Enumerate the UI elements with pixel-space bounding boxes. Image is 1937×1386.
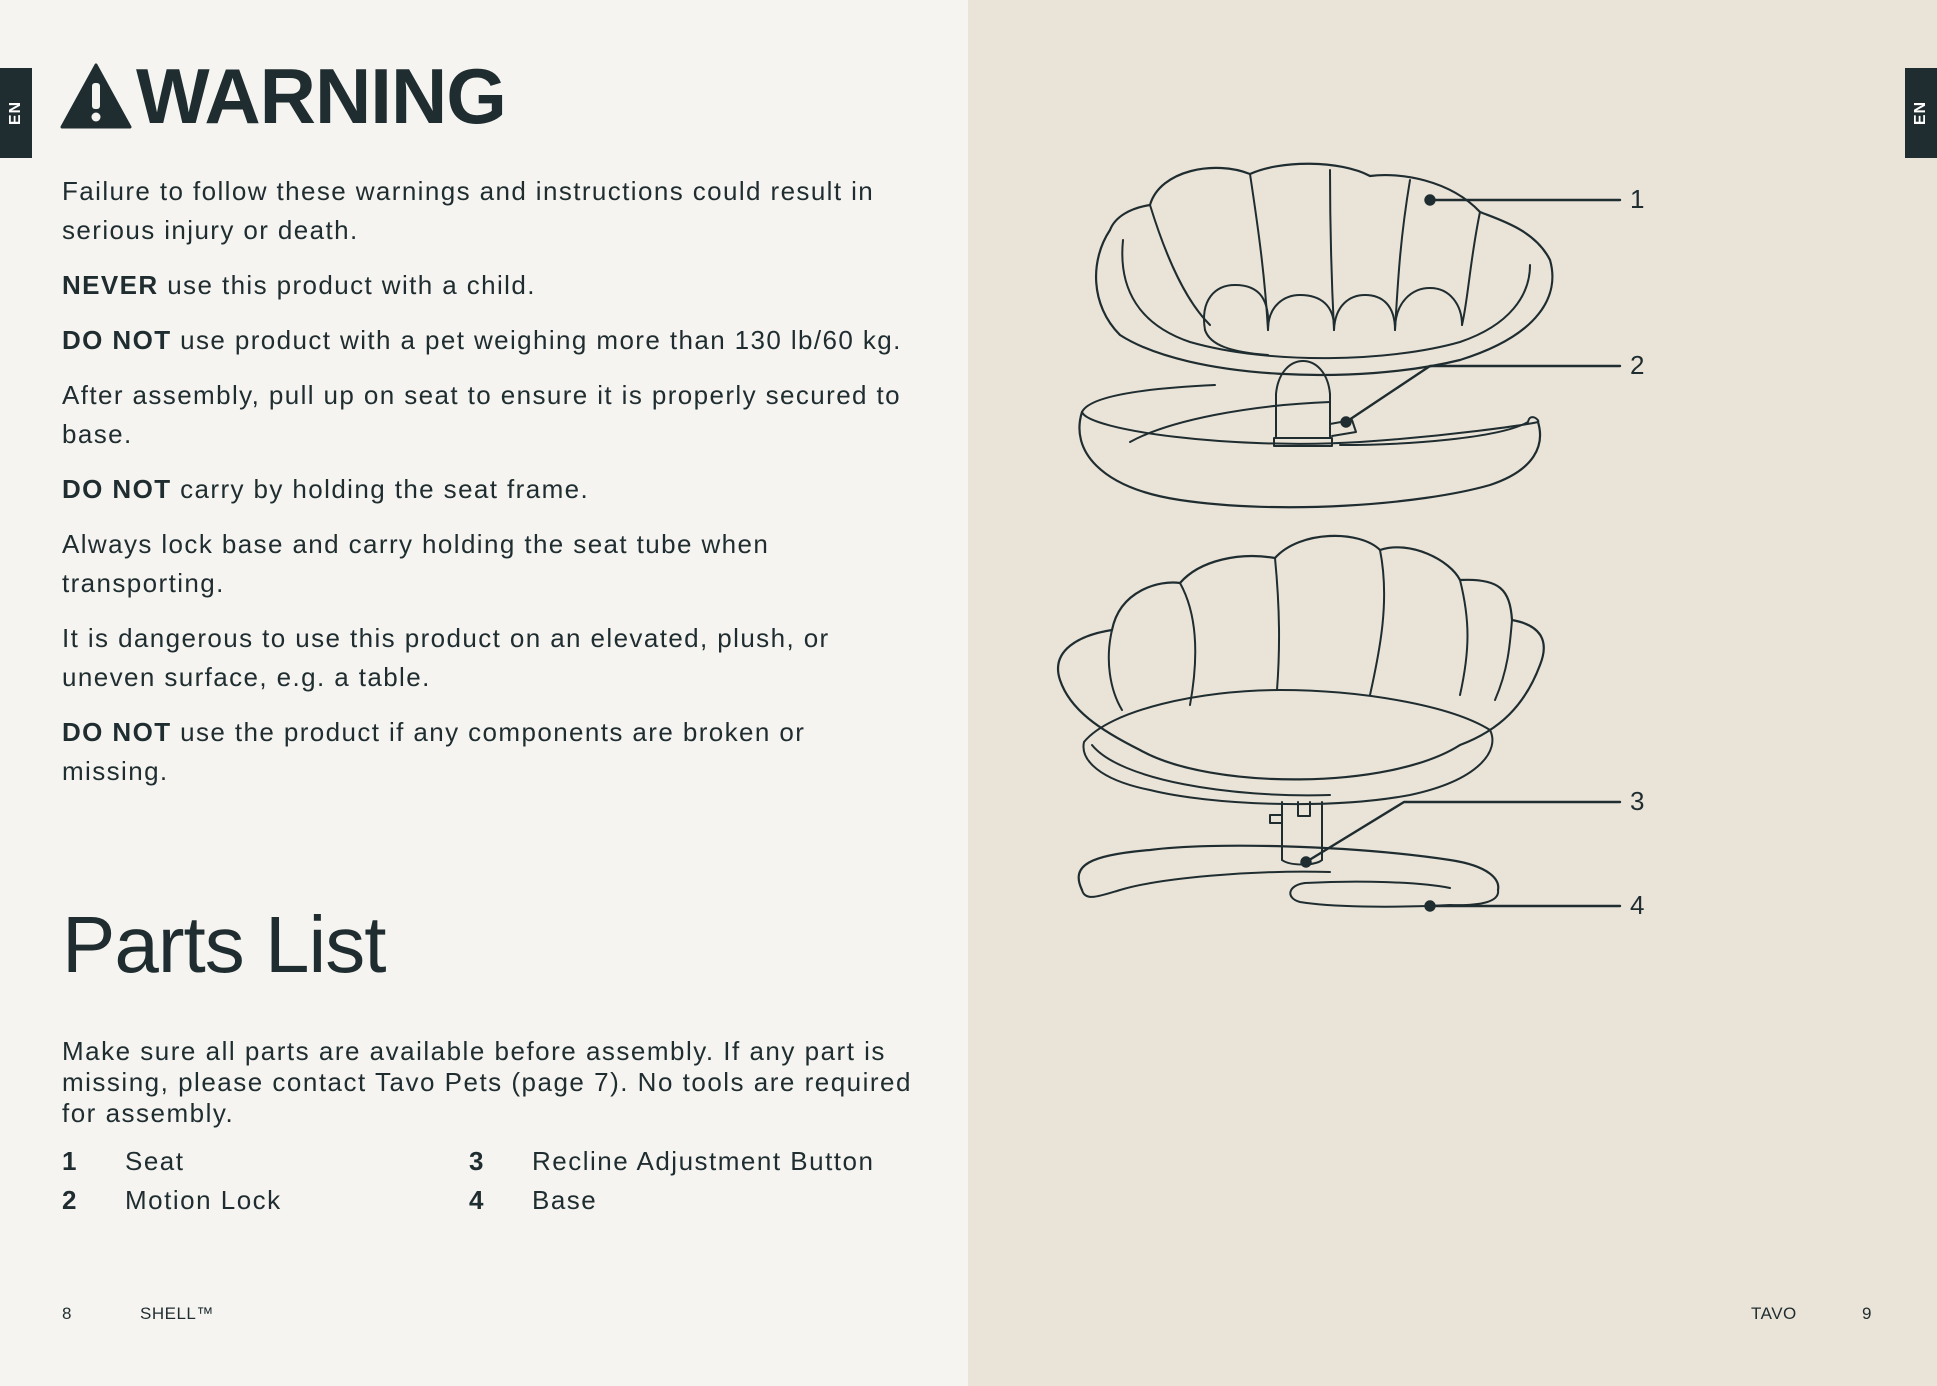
- language-tab-label: EN: [1911, 100, 1929, 126]
- warning-heading: [60, 54, 506, 138]
- warning-item: DO NOT use the product if any components are broken or missing.: [62, 717, 806, 786]
- part-number: 2: [62, 1185, 78, 1215]
- warning-item: DO NOT use product with a pet weighing more than 130 lb/60 kg.: [62, 325, 902, 355]
- page-number-left: 8: [62, 1304, 72, 1323]
- part-name: Motion Lock: [125, 1185, 282, 1215]
- warning-item: After assembly, pull up on seat to ensure it is properly secured to base.: [62, 380, 902, 449]
- seat-illustration-top: [1079, 164, 1552, 507]
- language-tab-left: [0, 68, 32, 158]
- warnings-list: [62, 172, 912, 807]
- warning-item: Always lock base and carry holding the seat tube when transporting.: [62, 529, 770, 598]
- product-name: SHELL™: [140, 1304, 214, 1323]
- part-number: 4: [469, 1185, 485, 1215]
- warning-item: DO NOT carry by holding the seat frame.: [62, 474, 590, 504]
- part-number: 3: [469, 1146, 485, 1176]
- part-number: 1: [62, 1146, 78, 1176]
- page-number-right: 9: [1862, 1304, 1872, 1323]
- parts-list-title: Parts List: [62, 900, 386, 989]
- brand-name: TAVO: [1751, 1304, 1797, 1323]
- warning-item: It is dangerous to use this product on an elevated, plush, or uneven surface, e.g. a table.: [62, 623, 830, 692]
- warning-item: Failure to follow these warnings and instructions could result in serious injury or death.: [62, 176, 875, 245]
- callout-number-4: 4: [1630, 890, 1645, 920]
- callout-number-1: 1: [1630, 184, 1645, 214]
- callout-number-3: 3: [1630, 786, 1645, 816]
- language-tab-label: EN: [6, 100, 24, 126]
- part-name: Recline Adjustment Button: [532, 1146, 875, 1176]
- parts-intro: Make sure all parts are available before assembly. If any part is missing, please contact Tavo Pets (page 7). No tools are required for assembly.: [62, 1036, 912, 1128]
- product-illustration: [1030, 90, 1730, 990]
- callout-number-2: 2: [1630, 350, 1645, 380]
- language-tab-right: [1905, 68, 1937, 158]
- warning-title: WARNING: [136, 52, 506, 140]
- part-name: Seat: [125, 1146, 185, 1176]
- warning-triangle-icon: [60, 63, 132, 129]
- warning-item: NEVER use this product with a child.: [62, 270, 536, 300]
- left-page: [0, 0, 968, 1386]
- seat-illustration-bottom: [1058, 536, 1544, 907]
- part-name: Base: [532, 1185, 598, 1215]
